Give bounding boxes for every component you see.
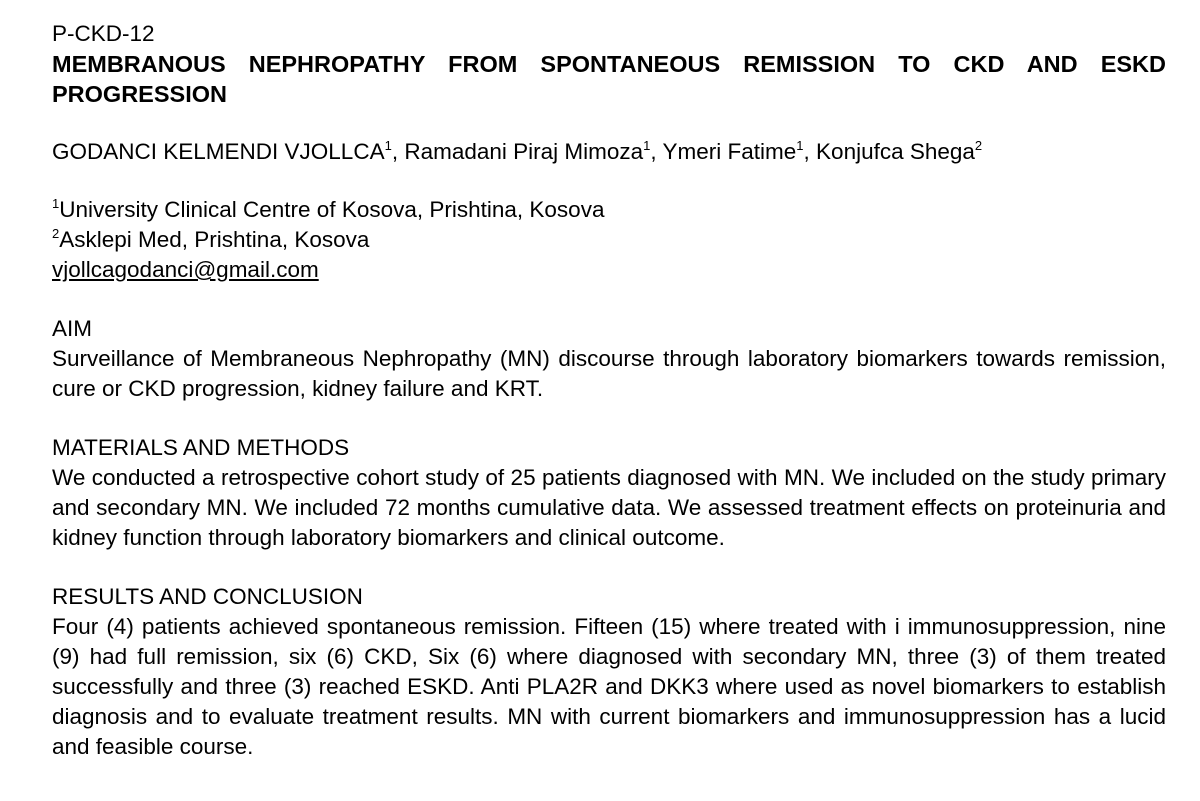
abstract-title: MEMBRANOUS NEPHROPATHY FROM SPONTANEOUS REMISSION TO CKD AND ESKD PROGRESSION bbox=[52, 51, 1166, 107]
author-separator: , bbox=[650, 139, 663, 164]
affiliation-number: 2 bbox=[52, 225, 60, 241]
author-affiliation-mark: 1 bbox=[643, 137, 651, 153]
section-text-results: Four (4) patients achieved spontaneous remission. Fifteen (15) where treated with i immunosuppression, nine (9) had full remission, six (6) CKD, Six (6) where diagnosed with secondary MN, three (3) of them treated successfully and three (3) reached ESKD. Anti PLA2R and DKK3 where used as novel biomarkers to establish diagnosis and to evaluate treatment results. MN with current biomarkers and immunosuppression has a lucid and feasible course. bbox=[52, 614, 1166, 759]
section-heading-aim: AIM bbox=[52, 316, 93, 341]
affiliation-text: University Clinical Centre of Kosova, Prishtina, Kosova bbox=[59, 197, 605, 222]
spacer bbox=[52, 285, 1166, 314]
section-text-methods: We conducted a retrospective cohort study of 25 patients diagnosed with MN. We included on the study primary and secondary MN. We included 72 months cumulative data. We assessed treatment effects on proteinuria and kidney function through laboratory biomarkers and clinical outcome. bbox=[52, 465, 1166, 550]
affiliation-line bbox=[52, 225, 1166, 255]
spacer bbox=[52, 553, 1166, 582]
author-list bbox=[52, 137, 1166, 167]
author-affiliation-mark: 1 bbox=[384, 137, 392, 153]
email-link[interactable]: vjollcagodanci@gmail.com bbox=[52, 257, 319, 282]
author-affiliation-mark: 2 bbox=[974, 137, 983, 153]
author-separator: , bbox=[391, 139, 405, 164]
affiliation-number: 1 bbox=[52, 195, 60, 211]
author-name: GODANCI KELMENDI VJOLLCA bbox=[52, 139, 385, 164]
affiliation-line bbox=[52, 195, 1166, 225]
section-heading-methods: MATERIALS AND METHODS bbox=[52, 435, 350, 460]
affiliation-text: Asklepi Med, Prishtina, Kosova bbox=[59, 227, 370, 252]
section-heading-results: RESULTS AND CONCLUSION bbox=[52, 584, 363, 609]
author-name: Ramadani Piraj Mimoza bbox=[404, 139, 644, 164]
author-name: Konjufca Shega bbox=[816, 139, 975, 164]
spacer bbox=[52, 167, 1166, 195]
abstract-code: P-CKD-12 bbox=[52, 21, 155, 46]
author-affiliation-mark: 1 bbox=[796, 137, 804, 153]
spacer bbox=[52, 404, 1166, 433]
author-name: Ymeri Fatime bbox=[662, 139, 797, 164]
author-separator: , bbox=[803, 139, 817, 164]
spacer bbox=[52, 109, 1166, 137]
abstract-page bbox=[52, 19, 1166, 762]
section-text-aim: Surveillance of Membraneous Nephropathy (MN) discourse through laboratory biomarkers towards remission, cure or CKD progression, kidney failure and KRT. bbox=[52, 346, 1166, 401]
